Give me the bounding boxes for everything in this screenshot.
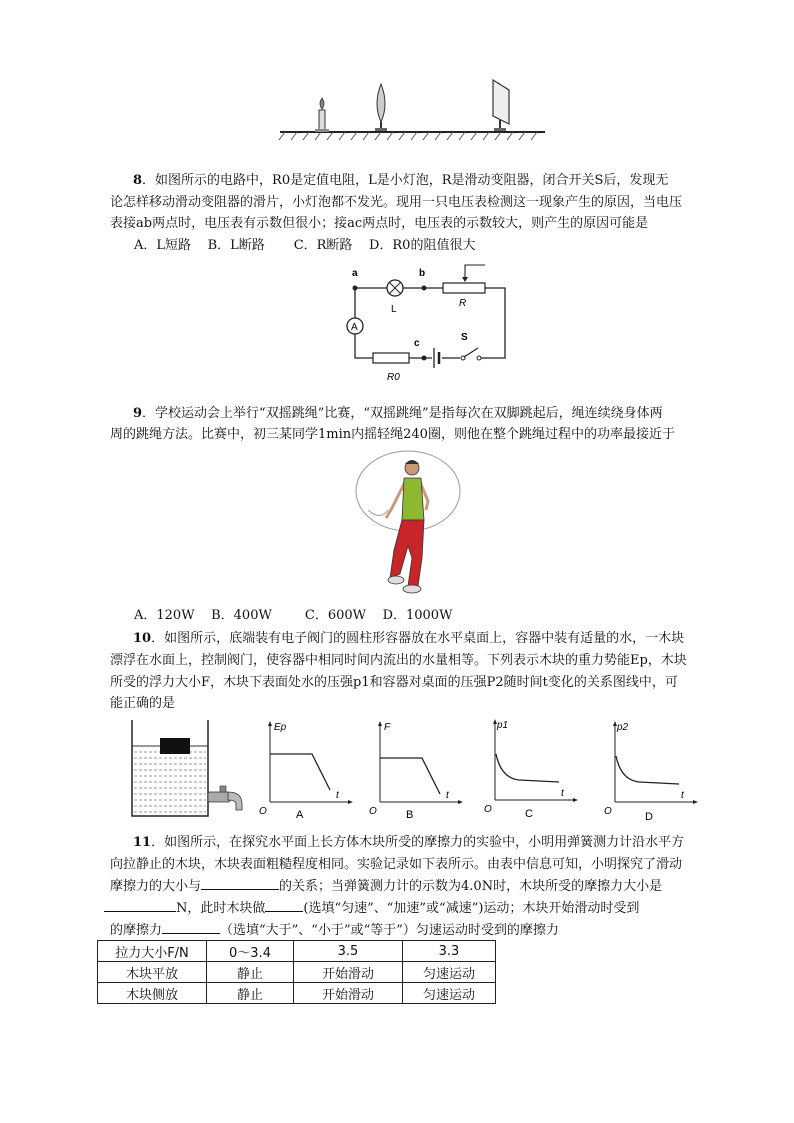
table-cell: 木块平放 [98,962,207,983]
rheostat-label: R [459,298,467,309]
friction-table [97,940,496,1004]
node-c-label: c [414,338,420,349]
graph-a-xlabel: t [336,790,339,801]
graph-b-xlabel: t [446,790,449,801]
ammeter-label: A [351,322,358,333]
q11-line3: 摩擦力的大小与 的关系；当弹簧测力计的示数为4.0N时，木块所受的摩擦力大小是 [110,876,662,898]
node-b-label: b [419,268,426,279]
fixed-resistor-icon [373,353,409,363]
q8-line3: 表接ab两点时，电压表有示数但很小；接ac两点时，电压表的示数较大，则产生的原因可能是 [110,216,649,231]
candle-icon [315,98,329,132]
screen-icon [493,80,509,131]
graph-b-origin: O [369,806,377,817]
answer-blank-2[interactable] [104,898,176,912]
q10-line2: 漂浮在水面上，控制阀门，使容器中相同时间内流出的水量相等。下列表示木块的重力势能Ep，木块 [110,653,687,668]
q8-option-a: A．L短路 [134,238,192,253]
answer-blank-3[interactable] [265,898,303,912]
graph-c-origin: O [484,804,492,815]
q9-option-b: B．400W [211,608,272,623]
q9-options [134,605,452,627]
graph-c [483,716,579,818]
graph-a-origin: O [259,806,267,817]
table-cell: 匀速运动 [403,962,496,983]
q9-line2: 周的跳绳方法。比赛中，初三某同学1min内摇轻绳240圈，则他在整个跳绳过程中的功率最接近于 [110,427,675,442]
q9-option-d: D．1000W [382,608,453,623]
switch-label: S [461,332,468,343]
table-row [98,983,496,1004]
graph-b [368,718,464,820]
answer-blank-1[interactable] [201,876,279,890]
q8-option-d: D．R0的阻值很大 [368,238,476,253]
table-cell: 静止 [207,962,294,983]
container-figure [122,718,260,818]
q10-line1: 10．如图所示，底端装有电子阀门的圆柱形容器放在水平桌面上，容器中装有适量的水，一木块 [133,631,685,646]
table-row [98,962,496,983]
q11-line1: 11．如图所示，在探究水平面上长方体木块所受的摩擦力的实验中，小明用弹簧测力计沿水平方 [133,835,685,850]
table-cell: 3.5 [294,941,403,962]
q11-line4: N，此时木块做 (选填“匀速”、“加速”或“减速”)运动；木块开始滑动时受到 [104,898,639,920]
table-cell: 0～3.4 [207,941,294,962]
fixed-resistor-label: R0 [387,372,400,383]
q8-line2: 论怎样移动滑动变阻器的滑片，小灯泡都不发光。现用一只电压表检测这一现象产生的原因，当电压 [110,195,683,210]
graph-b-ylabel: F [384,722,391,733]
graph-d-caption: D [645,811,653,820]
lens-icon [375,84,387,131]
table-cell: 静止 [207,983,294,1004]
graph-a-ylabel: Ep [274,722,287,733]
table-cell: 拉力大小F/N [98,941,207,962]
circuit-diagram [335,260,515,385]
q8-option-c: C．R断路 [293,238,353,253]
optical-bench-figure [275,72,550,152]
q10-line3: 所受的浮力大小F，木块下表面处水的压强p1和容器对桌面的压强P2随时间t变化的关系图线中，可 [110,675,678,690]
table-header-row [98,941,496,962]
graph-a-caption: A [296,809,304,820]
graph-b-caption: B [406,809,414,820]
graph-d-ylabel: p2 [617,722,629,733]
table-cell: 木块侧放 [98,983,207,1004]
faucet-icon [208,786,242,810]
graph-c-ylabel: p1 [497,720,509,731]
q9-option-a: A．120W [134,608,195,623]
q10-line4: 能正确的是 [110,696,176,711]
lamp-label: L [391,304,397,315]
rheostat-icon [443,283,485,293]
graph-d-origin: O [604,806,612,817]
graph-a [258,718,354,820]
table-cell: 开始滑动 [294,962,403,983]
q9-option-c: C．600W [304,608,367,623]
q9-line1: 9．学校运动会上举行“双摇跳绳”比赛，“双摇跳绳”是指每次在双脚跳起后，绳连续绕身体两 [133,406,663,421]
graph-d [603,718,699,820]
table-cell: 3.3 [403,941,496,962]
node-a-label: a [352,268,358,279]
graph-c-xlabel: t [561,788,564,799]
wood-block-icon [160,738,190,754]
graph-d-xlabel: t [681,790,684,801]
q11-line5: 的摩擦力 （选填“大于”、“小于”或“等于”）匀速运动时受到的摩擦力 [110,920,559,942]
q8-option-b: B．L断路 [207,238,265,253]
answer-blank-4[interactable] [162,920,220,934]
q8-line1: 8．如图所示的电路中，R0是定值电阻，L是小灯泡，R是滑动变阻器，闭合开关S后，发现无 [133,173,669,188]
q11-line2: 向拉静止的木块，木块表面粗糙程度相同。实验记录如下表所示。由表中信息可知，小明探究了滑动 [110,857,683,872]
table-cell: 匀速运动 [403,983,496,1004]
graph-c-caption: C [525,808,533,818]
jump-rope-figure [350,446,470,604]
q8-options [134,235,475,257]
table-cell: 开始滑动 [294,983,403,1004]
